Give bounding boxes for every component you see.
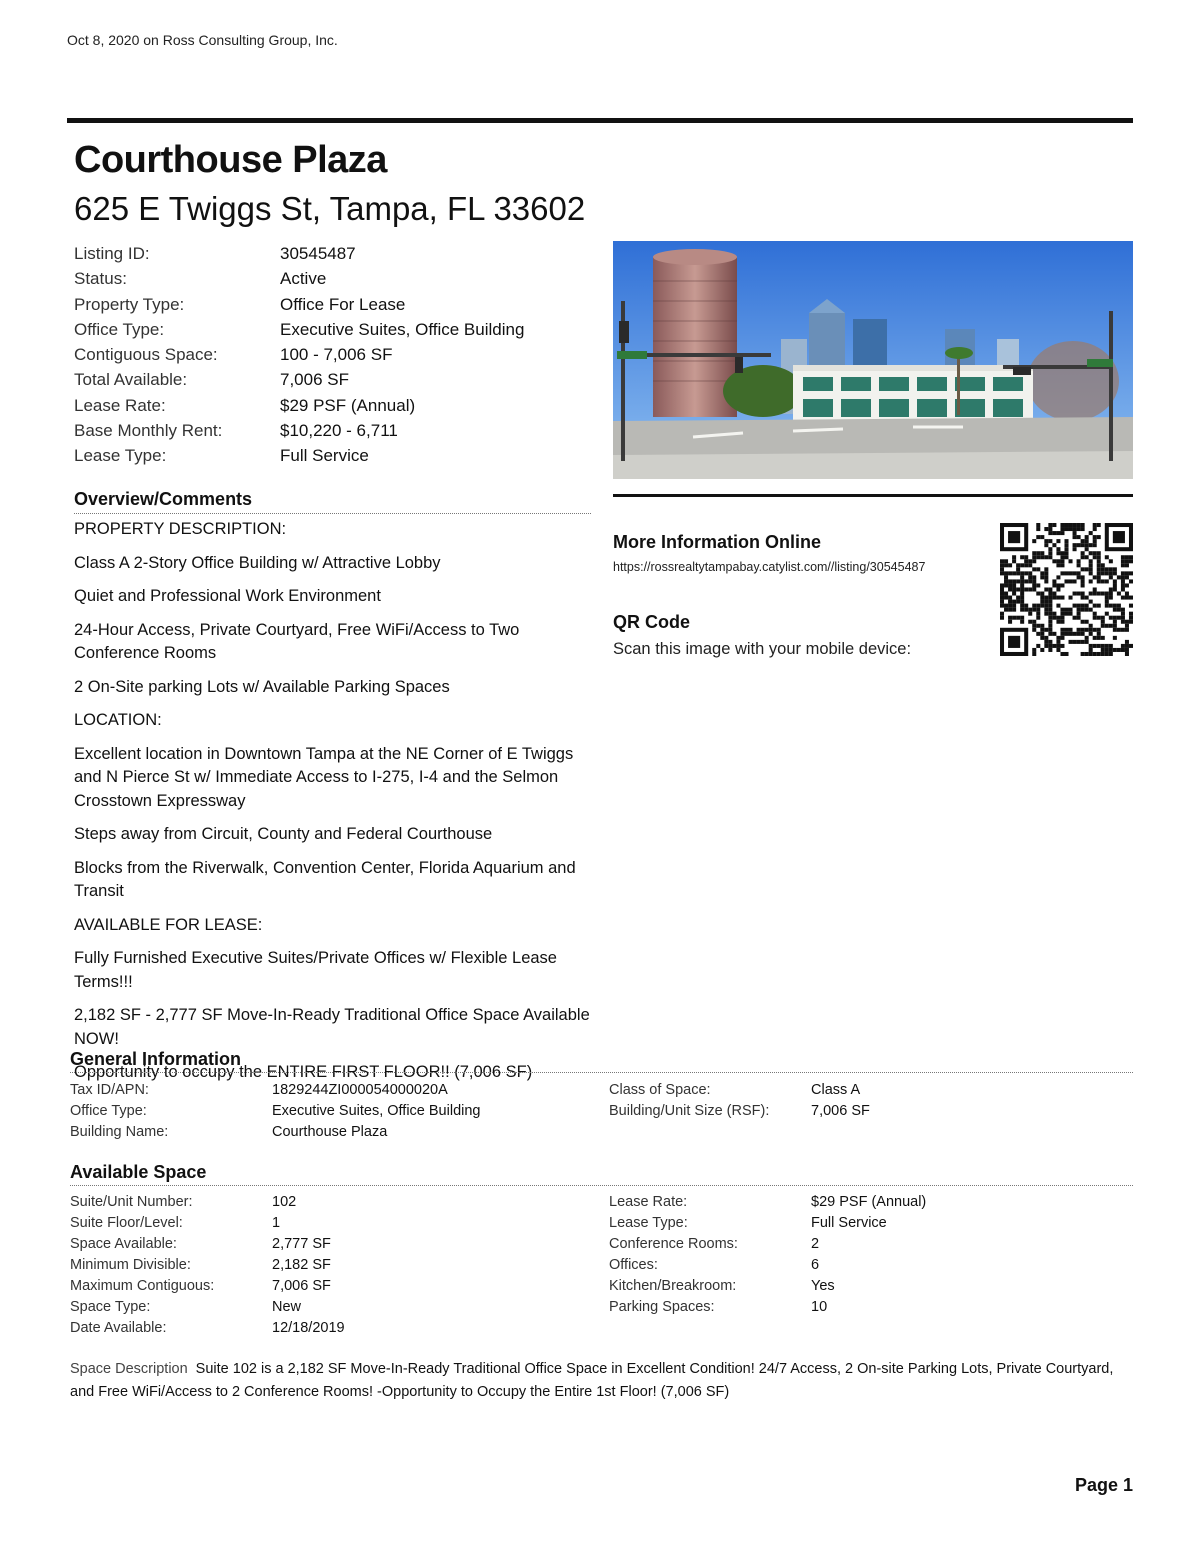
info-value: 7,006 SF bbox=[811, 1103, 870, 1119]
overview-paragraph: Opportunity to occupy the ENTIRE FIRST FLOOR!! (7,006 SF) bbox=[74, 1063, 533, 1081]
info-value: Executive Suites, Office Building bbox=[272, 1103, 481, 1119]
space-row bbox=[70, 1192, 345, 1213]
space-row bbox=[609, 1234, 926, 1255]
summary-row bbox=[74, 443, 524, 468]
overview-paragraph: Fully Furnished Executive Suites/Private Offices w/ Flexible Lease Terms!!! bbox=[74, 949, 557, 991]
summary-label: Status: bbox=[74, 269, 127, 289]
summary-label: Listing ID: bbox=[74, 244, 150, 263]
space-label: Kitchen/Breakroom: bbox=[609, 1278, 737, 1294]
space-description-label: Space Description bbox=[70, 1361, 188, 1377]
summary-value: $29 PSF (Annual) bbox=[280, 395, 416, 415]
overview-paragraph: Steps away from Circuit, County and Federal Courthouse bbox=[74, 825, 493, 843]
summary-value: Active bbox=[280, 269, 327, 289]
info-row bbox=[70, 1122, 480, 1143]
space-label: Minimum Divisible: bbox=[70, 1257, 191, 1273]
summary-row bbox=[74, 317, 524, 342]
summary-value: Office For Lease bbox=[280, 294, 406, 314]
info-label: Tax ID/APN: bbox=[70, 1082, 149, 1098]
summary-value: 7,006 SF bbox=[280, 370, 349, 390]
info-row bbox=[609, 1080, 870, 1101]
space-row bbox=[70, 1297, 345, 1318]
summary-row bbox=[74, 342, 524, 367]
info-label: Class of Space: bbox=[609, 1082, 711, 1098]
summary-label: Office Type: bbox=[74, 319, 165, 339]
space-row bbox=[70, 1213, 345, 1234]
overview-body bbox=[74, 518, 594, 1095]
space-label: Suite Floor/Level: bbox=[70, 1215, 183, 1231]
space-value: 102 bbox=[272, 1194, 297, 1210]
space-value: 10 bbox=[811, 1299, 828, 1315]
space-description-text: Suite 102 is a 2,182 SF Move-In-Ready Traditional Office Space in Excellent Condition! 24/7 Access, 2 On-site Parking Lots, Private Courtyard, and Free WiFi/Access to 2 Conference Rooms! -Opportunity to Occupy the Entire 1st Floor! (7,006 SF) bbox=[70, 1361, 1114, 1400]
summary-label: Property Type: bbox=[74, 294, 185, 314]
summary-label: Lease Type: bbox=[74, 446, 167, 466]
space-label: Offices: bbox=[609, 1257, 658, 1273]
space-label: Space Available: bbox=[70, 1236, 177, 1252]
summary-row bbox=[74, 393, 524, 418]
summary-label: Contiguous Space: bbox=[74, 345, 218, 365]
qr-instruction: Scan this image with your mobile device: bbox=[613, 640, 912, 658]
space-row bbox=[609, 1276, 926, 1297]
general-information-heading: General Information bbox=[70, 1047, 1133, 1073]
summary-label: Total Available: bbox=[74, 370, 188, 390]
info-row bbox=[70, 1080, 480, 1101]
property-name: Courthouse Plaza bbox=[74, 139, 387, 181]
space-row bbox=[70, 1276, 345, 1297]
space-value: 12/18/2019 bbox=[272, 1320, 345, 1336]
space-row bbox=[609, 1213, 926, 1234]
summary-label: Lease Rate: bbox=[74, 395, 166, 415]
space-label: Lease Rate: bbox=[609, 1194, 688, 1210]
summary-value: 100 - 7,006 SF bbox=[280, 345, 393, 365]
overview-paragraph: 24-Hour Access, Private Courtyard, Free WiFi/Access to Two Conference Rooms bbox=[74, 620, 520, 662]
space-label: Suite/Unit Number: bbox=[70, 1194, 193, 1210]
overview-paragraph: Blocks from the Riverwalk, Convention Center, Florida Aquarium and Transit bbox=[74, 858, 576, 900]
space-value: $29 PSF (Annual) bbox=[811, 1194, 927, 1210]
qr-code-icon[interactable] bbox=[1000, 523, 1133, 656]
overview-heading: Overview/Comments bbox=[74, 487, 591, 514]
listing-url-link[interactable]: https://rossrealtytampabay.catylist.com//listing/30545487 bbox=[613, 560, 926, 574]
summary-row bbox=[74, 266, 524, 291]
property-address: 625 E Twiggs St, Tampa, FL 33602 bbox=[74, 190, 586, 227]
overview-paragraph: Excellent location in Downtown Tampa at the NE Corner of E Twiggs and N Pierce St w/ Immediate Access to I-275, I-4 and the Selmon Crosstown Expressway bbox=[74, 744, 574, 810]
overview-paragraph: LOCATION: bbox=[74, 711, 162, 729]
available-space-right bbox=[609, 1192, 926, 1318]
summary-value: 30545487 bbox=[280, 244, 356, 263]
info-label: Office Type: bbox=[70, 1103, 147, 1119]
summary-row bbox=[74, 367, 524, 392]
info-value: Class A bbox=[811, 1082, 861, 1098]
space-value: Yes bbox=[811, 1278, 835, 1294]
space-value: Full Service bbox=[811, 1215, 887, 1231]
available-space-left bbox=[70, 1192, 345, 1339]
space-value: 2,182 SF bbox=[272, 1257, 331, 1273]
space-row bbox=[70, 1234, 345, 1255]
space-label: Lease Type: bbox=[609, 1215, 688, 1231]
title-rule bbox=[67, 118, 1133, 123]
summary-value: Executive Suites, Office Building bbox=[280, 319, 525, 339]
summary-list bbox=[74, 241, 524, 469]
space-row bbox=[609, 1255, 926, 1276]
overview-paragraph: 2 On-Site parking Lots w/ Available Parking Spaces bbox=[74, 677, 450, 696]
space-row bbox=[70, 1255, 345, 1276]
summary-value: Full Service bbox=[280, 446, 369, 466]
summary-label: Base Monthly Rent: bbox=[74, 421, 223, 441]
overview-paragraph: Quiet and Professional Work Environment bbox=[74, 587, 381, 605]
space-value: 7,006 SF bbox=[272, 1278, 331, 1294]
info-label: Building Name: bbox=[70, 1124, 169, 1140]
space-value: 2 bbox=[811, 1236, 820, 1252]
overview-paragraph: 2,182 SF - 2,777 SF Move-In-Ready Traditional Office Space Available NOW! bbox=[74, 1006, 590, 1048]
space-label: Date Available: bbox=[70, 1320, 167, 1336]
space-label: Space Type: bbox=[70, 1299, 151, 1315]
info-label: Building/Unit Size (RSF): bbox=[609, 1103, 770, 1119]
overview-paragraph: PROPERTY DESCRIPTION: bbox=[74, 520, 287, 538]
info-value: 1829244ZI000054000020A bbox=[272, 1082, 448, 1098]
space-value: 2,777 SF bbox=[272, 1236, 331, 1252]
space-label: Parking Spaces: bbox=[609, 1299, 715, 1315]
summary-row bbox=[74, 241, 524, 266]
space-row bbox=[609, 1297, 926, 1318]
general-information-right bbox=[609, 1080, 870, 1122]
available-space-heading: Available Space bbox=[70, 1160, 1133, 1186]
photo-rule bbox=[613, 494, 1133, 497]
info-value: Courthouse Plaza bbox=[272, 1124, 388, 1140]
space-row bbox=[609, 1192, 926, 1213]
space-description bbox=[70, 1358, 1135, 1404]
space-row bbox=[70, 1318, 345, 1339]
space-value: New bbox=[272, 1299, 302, 1315]
general-information-left bbox=[70, 1080, 480, 1143]
page-number: Page 1 bbox=[1074, 1475, 1133, 1495]
summary-value: $10,220 - 6,711 bbox=[280, 421, 398, 441]
space-label: Maximum Contiguous: bbox=[70, 1278, 215, 1294]
space-value: 6 bbox=[811, 1257, 820, 1273]
overview-paragraph: AVAILABLE FOR LEASE: bbox=[74, 915, 263, 934]
summary-row bbox=[74, 292, 524, 317]
info-row bbox=[609, 1101, 870, 1122]
space-label: Conference Rooms: bbox=[609, 1236, 738, 1252]
qr-heading: QR Code bbox=[613, 612, 691, 632]
overview-paragraph: Class A 2-Story Office Building w/ Attractive Lobby bbox=[74, 553, 441, 572]
header-date-line: Oct 8, 2020 on Ross Consulting Group, Inc. bbox=[67, 32, 338, 48]
summary-row bbox=[74, 418, 524, 443]
info-row bbox=[70, 1101, 480, 1122]
property-photo bbox=[613, 241, 1133, 479]
space-value: 1 bbox=[272, 1215, 281, 1231]
more-info-heading: More Information Online bbox=[613, 532, 822, 552]
